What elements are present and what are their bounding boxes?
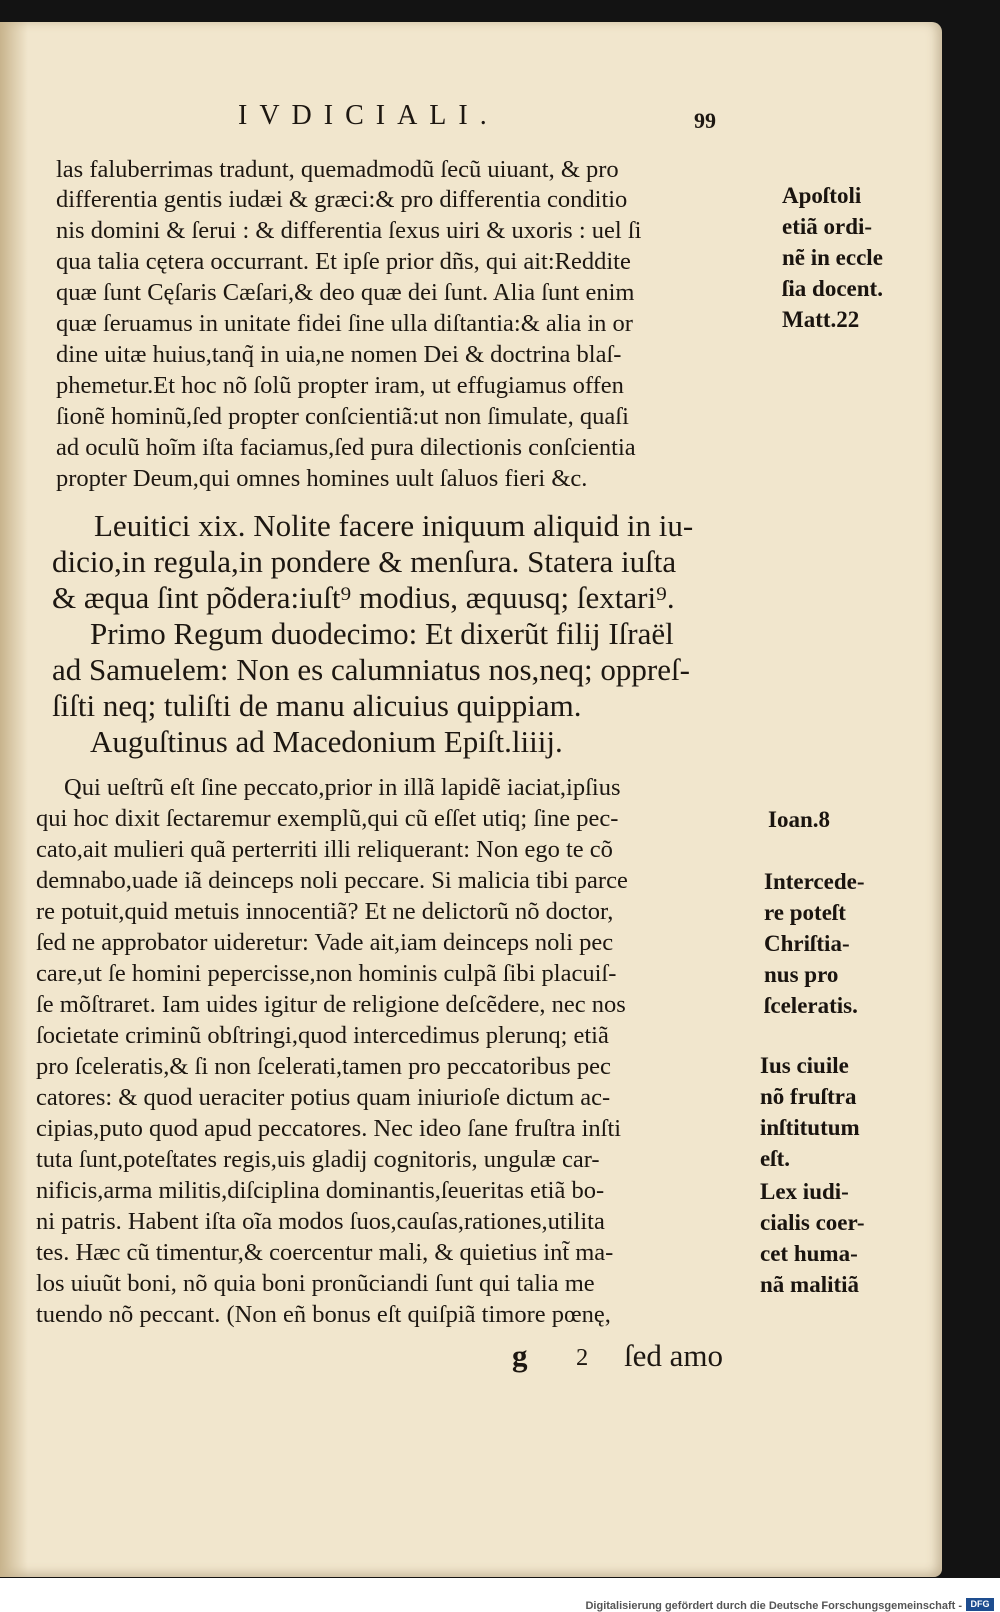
- footer-credit: Digitalisierung gefördert durch die Deutsche Forschungsgemeinschaft -: [585, 1600, 962, 1612]
- margin-line: eſt.: [760, 1146, 791, 1171]
- margin-line: Ioan.8: [768, 807, 830, 832]
- text-line: ſionẽ hominũ,ſed propter conſcientiã:ut non ſimulate, quaſi: [56, 403, 629, 430]
- margin-line: nẽ in eccle: [782, 245, 883, 270]
- text-line: tes. Hæc cũ timentur,& coercentur mali, & quietius int̃ ma-: [36, 1239, 614, 1266]
- text-line: ſe mõſtraret. Iam uides igitur de religione deſcẽdere, nec nos: [36, 991, 626, 1018]
- margin-line: etiã ordi-: [782, 214, 873, 239]
- text-line: differentia gentis iudæi & græci:& pro differentia conditio: [56, 186, 628, 213]
- text-line: care,ut ſe homini pepercisse,non hominis culpã ſibi placuiſ-: [36, 960, 617, 987]
- text-line: dicio,in regula,in pondere & menſura. Statera iuſta: [52, 544, 677, 579]
- margin-line: ſceleratis.: [764, 993, 858, 1018]
- dfg-logo: DFG: [966, 1598, 994, 1611]
- signature-mark: g: [512, 1338, 528, 1373]
- text-line: Auguſtinus ad Macedonium Epiſt.liiij.: [90, 724, 563, 759]
- text-line: nis domini & ſerui : & differentia ſexus uiri & uxoris : uel ſi: [56, 217, 642, 244]
- text-line: ſed ne approbator uideretur: Vade ait,iam deinceps noli pec: [36, 929, 614, 956]
- signature-number: 2: [576, 1344, 589, 1371]
- margin-line: Matt.22: [782, 307, 860, 332]
- page-gutter-shadow: [0, 22, 28, 1577]
- margin-line: nus pro: [764, 962, 839, 987]
- margin-line: cialis coer-: [760, 1210, 865, 1235]
- text-line: quæ ſeruamus in unitate fidei ſine ulla diſtantia:& alia in or: [56, 310, 633, 337]
- text-line: ſiſti neq; tuliſti de manu alicuius quippiam.: [52, 688, 582, 723]
- text-line: nificis,arma militis,diſciplina dominantis,ſeueritas etiã bo-: [36, 1177, 605, 1204]
- margin-line: Intercede-: [764, 869, 865, 894]
- text-line: Leuitici xix. Nolite facere iniquum aliquid in iu-: [94, 508, 694, 543]
- margin-line: re poteſt: [764, 900, 846, 925]
- text-line: quæ ſunt Cęſaris Cæſari,& deo quæ dei ſunt. Alia ſunt enim: [56, 279, 635, 306]
- text-line: demnabo,uade iã deinceps noli peccare. Si malicia tibi parce: [36, 867, 628, 894]
- text-line: ni patris. Habent iſta oĩa modos ſuos,cauſas,rationes,utilita: [36, 1208, 605, 1235]
- margin-line: cet huma-: [760, 1241, 858, 1266]
- margin-line: inſtitutum: [760, 1115, 860, 1140]
- text-line: ad oculũ hoĩm iſta faciamus,ſed pura dilectionis conſcientia: [56, 434, 636, 461]
- text-line: re potuit,quid metuis innocentiã? Et ne delictorũ nõ doctor,: [36, 898, 614, 925]
- text-line: Qui ueſtrũ eſt ſine peccato,prior in illã lapidẽ iaciat,ipſius: [64, 774, 621, 801]
- text-line: cipias,puto quod apud peccatores. Nec ideo ſane fruſtra inſti: [36, 1115, 622, 1142]
- text-line: phemetur.Et hoc nõ ſolũ propter iram, ut effugiamus offen: [56, 372, 624, 399]
- text-line: pro ſceleratis,& ſi non ſcelerati,tamen pro peccatoribus pec: [36, 1053, 611, 1080]
- text-line: propter Deum,qui omnes homines uult ſaluos fieri &c.: [56, 465, 588, 492]
- text-line: las faluberrimas tradunt, quemadmodũ ſecũ uiuant, & pro: [56, 156, 619, 183]
- margin-line: Lex iudi-: [760, 1179, 849, 1204]
- text-line: cato,ait mulieri quã perterriti illi reliquerant: Non ego te cõ: [36, 836, 613, 863]
- page-number: 99: [694, 108, 716, 133]
- text-line: qua talia cętera occurrant. Et ipſe prior dñs, qui ait:Reddite: [56, 248, 631, 275]
- text-line: qui hoc dixit ſectaremur exemplũ,qui cũ eſſet utiq; ſine pec-: [36, 805, 619, 832]
- text-line: Primo Regum duodecimo: Et dixerũt filij Iſraël: [90, 616, 674, 651]
- margin-line: nã malitiã: [760, 1272, 860, 1297]
- text-line: tuendo nõ peccant. (Non eñ bonus eſt quiſpiã timore pœnę,: [36, 1301, 611, 1328]
- text-line: catores: & quod ueraciter potius quam iniurioſe dictum ac-: [36, 1084, 611, 1111]
- margin-line: Chriſtia-: [764, 931, 850, 956]
- catchword: ſed amo: [624, 1338, 723, 1373]
- text-line: tuta ſunt,poteſtates regis,uis gladij cognitoris, ungulæ car-: [36, 1146, 600, 1173]
- text-line: ſocietate criminũ obſtringi,quod intercedimus plerunq; etiã: [36, 1022, 609, 1049]
- text-line: ad Samuelem: Non es calumniatus nos,neq; oppreſ-: [52, 652, 690, 687]
- margin-line: nõ fruſtra: [760, 1084, 857, 1109]
- text-line: & æqua ſint põdera:iuſt⁹ modius, æquusq; ſextari⁹.: [52, 580, 675, 615]
- margin-line: Ius ciuile: [760, 1053, 849, 1078]
- running-header: IVDICIALI.: [238, 100, 499, 131]
- margin-line: Apoſtoli: [782, 183, 862, 208]
- text-line: los uiuũt boni, nõ quia boni pronũciandi ſunt qui talia me: [36, 1270, 595, 1297]
- text-line: dine uitæ huius,tanq̃ in uia,ne nomen Dei & doctrina blaſ-: [56, 341, 622, 368]
- margin-line: ſia docent.: [782, 276, 883, 301]
